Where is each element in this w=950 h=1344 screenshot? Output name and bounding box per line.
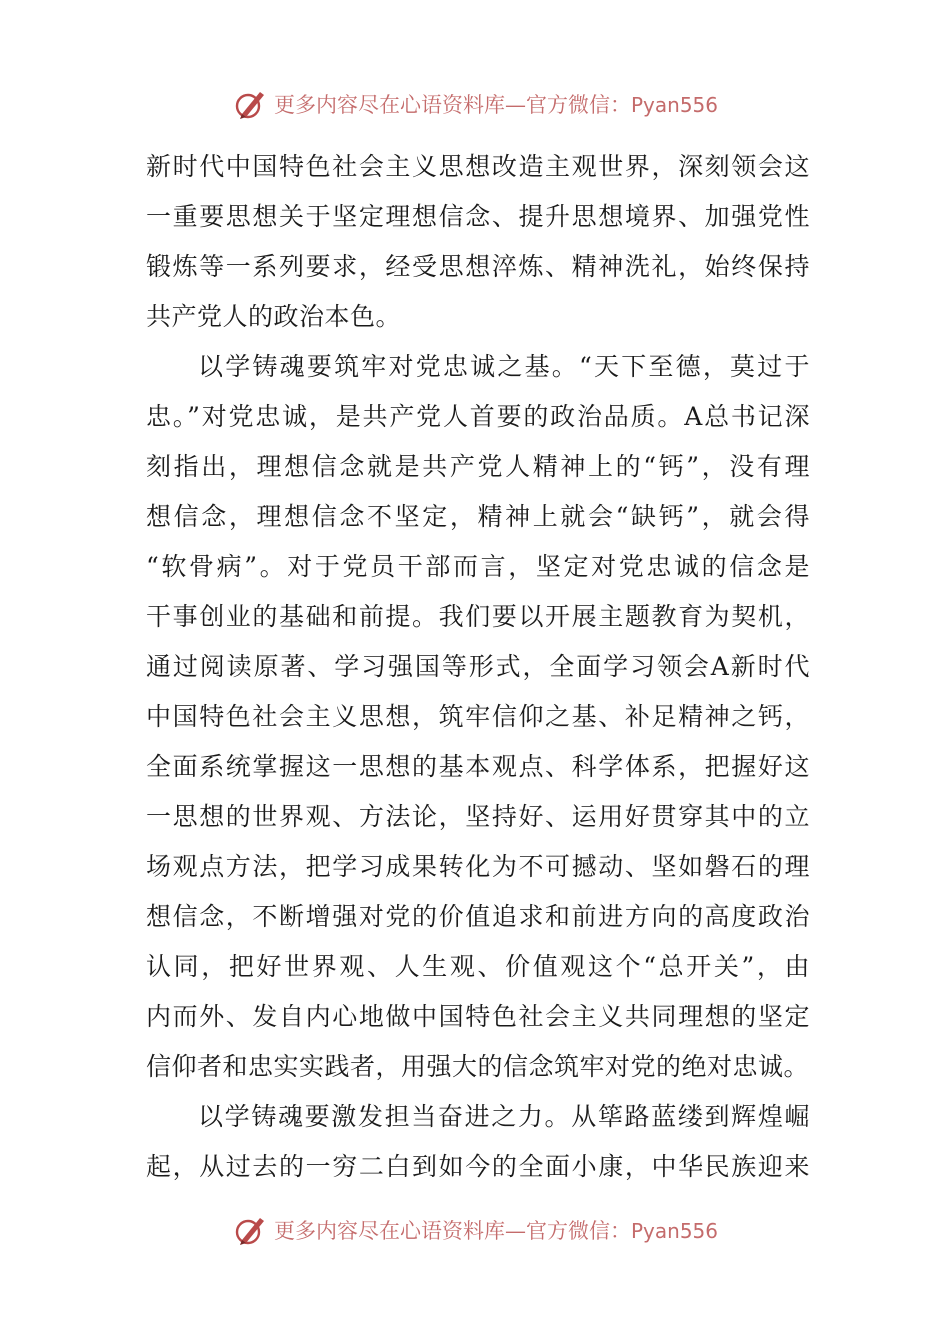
document-body [146,142,810,1192]
text-line: 想信念，理想信念不坚定，精神上就会“缺钙”，就会得 [146,502,810,531]
pen-circle-logo-icon [232,86,268,122]
pen-circle-logo-icon [232,1212,268,1248]
footer-banner [0,1210,950,1250]
text-line: 通过阅读原著、学习强国等形式，全面学习领会A新时代 [146,652,810,681]
paragraph-start-line: 以学铸魂要激发担当奋进之力。从筚路蓝缕到辉煌崛 [198,1102,810,1131]
text-line: 忠。”对党忠诚，是共产党人首要的政治品质。A总书记深 [146,402,810,431]
text-line: 一重要思想关于坚定理想信念、提升思想境界、加强党性 [146,202,810,231]
text-line: 内而外、发自内心地做中国特色社会主义共同理想的坚定 [146,1002,810,1031]
header-banner-text: 更多内容尽在心语资料库—官方微信：Pyan556 [273,93,718,117]
text-line: 中国特色社会主义思想，筑牢信仰之基、补足精神之钙， [146,702,810,731]
text-line: 共产党人的政治本色。 [146,302,402,331]
text-line: 认同，把好世界观、人生观、价值观这个“总开关”，由 [146,952,810,981]
header-banner [0,84,950,124]
text-line: 刻指出，理想信念就是共产党人精神上的“钙”，没有理 [146,452,810,481]
paragraph-start-line: 以学铸魂要筑牢对党忠诚之基。“天下至德，莫过于 [198,352,810,381]
text-line: 新时代中国特色社会主义思想改造主观世界，深刻领会这 [146,152,810,181]
footer-banner-text: 更多内容尽在心语资料库—官方微信：Pyan556 [273,1219,718,1243]
text-line: “软骨病”。对于党员干部而言，坚定对党忠诚的信念是 [146,552,810,581]
text-line: 干事创业的基础和前提。我们要以开展主题教育为契机， [146,602,810,631]
text-line: 起，从过去的一穷二白到如今的全面小康，中华民族迎来 [146,1152,810,1181]
text-line: 锻炼等一系列要求，经受思想淬炼、精神洗礼，始终保持 [146,252,810,281]
text-line: 场观点方法，把学习成果转化为不可撼动、坚如磐石的理 [146,852,810,881]
text-line: 想信念，不断增强对党的价值追求和前进方向的高度政治 [146,902,810,931]
text-line: 信仰者和忠实实践者，用强大的信念筑牢对党的绝对忠诚。 [146,1052,810,1081]
text-line: 一思想的世界观、方法论，坚持好、运用好贯穿其中的立 [146,802,810,831]
text-line: 全面系统掌握这一思想的基本观点、科学体系，把握好这 [146,752,810,781]
